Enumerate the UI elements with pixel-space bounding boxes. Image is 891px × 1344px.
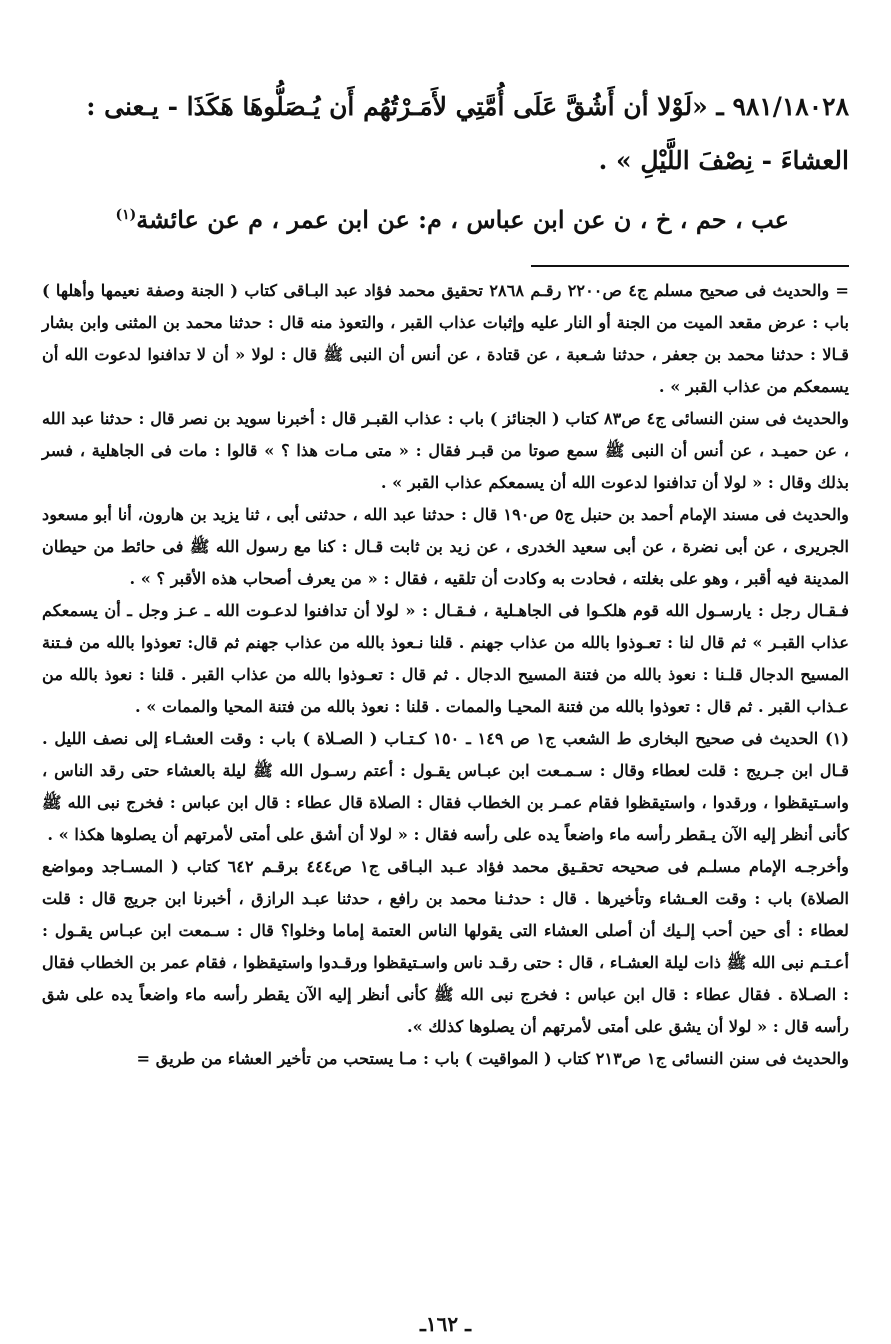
footnote-ref: (١) xyxy=(115,207,137,223)
hadith-line-2: العشاءَ - نِصْفَ اللَّيْلِ » . xyxy=(598,146,849,175)
footnote-paragraph: والحديث فى سنن النسائى ج٤ ص٨٣ كتاب ( الجنائز ) باب : عذاب القبـر قال : أخبرنا سويد بن نصر قال : حدثنا عبد الله ، عن حميـد ، عن أنس أن النبى ﷺ سمع صوتا من قبـر فقال : « متى مـات هذا ؟ » قالوا : مات فى الجاهلية ، فسر بذلك وقال : « لولا أن تدافنوا لدعوت الله أن يسمعكم عذاب القبر » . xyxy=(42,409,849,492)
footnote-paragraph: وأخرجـه الإمام مسلـم فى صحيحه تحقـيق محمد فؤاد عـبد البـاقى ج١ ص٤٤٤ برقـم ٦٤٢ كتاب ( المسـاجد ومواضع الصلاة) باب : وقت العـشاء وتأخيرها . قال : حدثـنا محمد بن رافع ، حدثنا عبـد الرازق ، أخبرنا ابن جريج قال : قلت لعطاء : أى حين أحب إلـيك أن أصلى العشاء التى يقولها الناس العتمة إماما وخلوا؟ قال : سـمعت ابن عبـاس يقـول : أعـتـم نبى الله ﷺ ذات ليلة العشـاء ، قال : حتى رقـد ناس واسـتيقظوا ورقـدوا واستيقظوا ، فقام عمر بن الخطاب فقال : الصـلاة . فقال عطاء : قال ابن عباس : فخرج نبى الله ﷺ كأنى أنظر إليه الآن يقطر رأسه ماء واضعاً يده على شق رأسه قال : « لولا أن يشق على أمتى لأمرتهم أن يصلوها كذلك ». xyxy=(42,857,849,1036)
footnote-paragraph: فـقـال رجل : يارسـول الله قوم هلكـوا فى الجاهـلية ، فـقـال : « لولا أن تدافنوا لدعـوت الله ـ عـز وجل ـ أن يسمعكم عذاب القبـر » ثم قال لنا : تعـوذوا بالله من عذاب جهنم . قلنا نـعوذ بالله من عذاب جهنم ثم قال: تعوذوا بالله من فـتنة المسيح الدجال قلـنا : نعوذ بالله من فتنة المسيح الدجال . ثم قال : تعـوذوا بالله من عذاب القبر . قلنا : نعوذ بالله من عـذاب القبر . ثم قال : تعوذوا بالله من فتنة المحيـا والممات . قلنا : نعوذ بالله من فتنة المحيا والممات » . xyxy=(42,601,849,716)
hadith-sources xyxy=(42,188,849,247)
footnotes xyxy=(42,275,849,1075)
page-number: ـ ١٦٢ـ xyxy=(420,1312,471,1336)
hadith-text xyxy=(42,80,849,247)
footnote-paragraph: والحديث فى مسند الإمام أحمد بن حنبل ج٥ ص١٩٠ قال : حدثنا عبد الله ، حدثنى أبى ، ثنا يزيد بن هارون، أنا أبو مسعود الجريرى ، عن أبى نضرة ، عن أبى سعيد الخدرى ، عن زيد بن ثابت قـال : كنا مع رسول الله ﷺ فى حائط من حيطان المدينة فيه أقبر ، وهو على بغلته ، فحادت به وكادت أن تلقيه ، فقال : « من يعرف أصحاب هذه الأقبر ؟ » . xyxy=(42,505,849,588)
sources-text: عب ، حم ، خ ، ن عن ابن عباس ، م: عن ابن عمر ، م عن عائشة xyxy=(136,205,789,234)
hadith-line-1: ٩٨١/١٨٠٢٨ ـ «لَوْلا أن أَشُقَّ عَلَى أُمَّتِي لأَمَـرْتُهُم أَن يُـصَلُّوهَا هَكَذَا - يـعنى : xyxy=(86,92,849,121)
footnote-divider xyxy=(531,265,849,267)
footnote-paragraph: والحديث فى سنن النسائى ج١ ص٢١٣ كتاب ( المواقيت ) باب : مـا يستحب من تأخير العشاء من طريق = xyxy=(136,1049,849,1068)
footnote-paragraph: (١) الحديث فى صحيح البخارى ط الشعب ج١ ص ١٤٩ ـ ١٥٠ كـتـاب ( الصـلاة ) باب : وقت العشـاء إلى نصف الليل . قـال ابن جـريج : قلت لعطاء وقال : سـمـعت ابن عبـاس يقـول : أعتم رسـول الله ﷺ ليلة بالعشاء حتى رقد الناس ، واسـتيقظوا ، ورقدوا ، واستيقظوا فقام عمـر بن الخطاب فقال : الصلاة قال عطاء : قال ابن عباس : فخرج نبى الله ﷺ كأنى أنظر إليه الآن يـقطر رأسه ماء واضعاً يده على رأسه فقال : « لولا أن أشق على أمتى لأمرتهم أن يصلوها هكذا » . xyxy=(42,729,849,844)
footnote-paragraph: = والحديث فى صحيح مسلم ج٤ ص٢٢٠٠ رقـم ٢٨٦٨ تحقيق محمد فؤاد عبد البـاقى كتاب ( الجنة وصفة نعيمها وأهلها ) باب : عرض مقعد الميت من الجنة أو النار عليه وإثبات عذاب القبر ، والتعوذ منه قال : حدثنا محمد بن المثنى وابن بشار قـالا : حدثنا محمد بن جعفر ، حدثنا شـعبة ، عن قتادة ، عن أنس أن النبى ﷺ قال : لولا « أن لا تدافنوا لدعوت الله أن يسمعكم من عذاب القبر » . xyxy=(42,281,849,396)
